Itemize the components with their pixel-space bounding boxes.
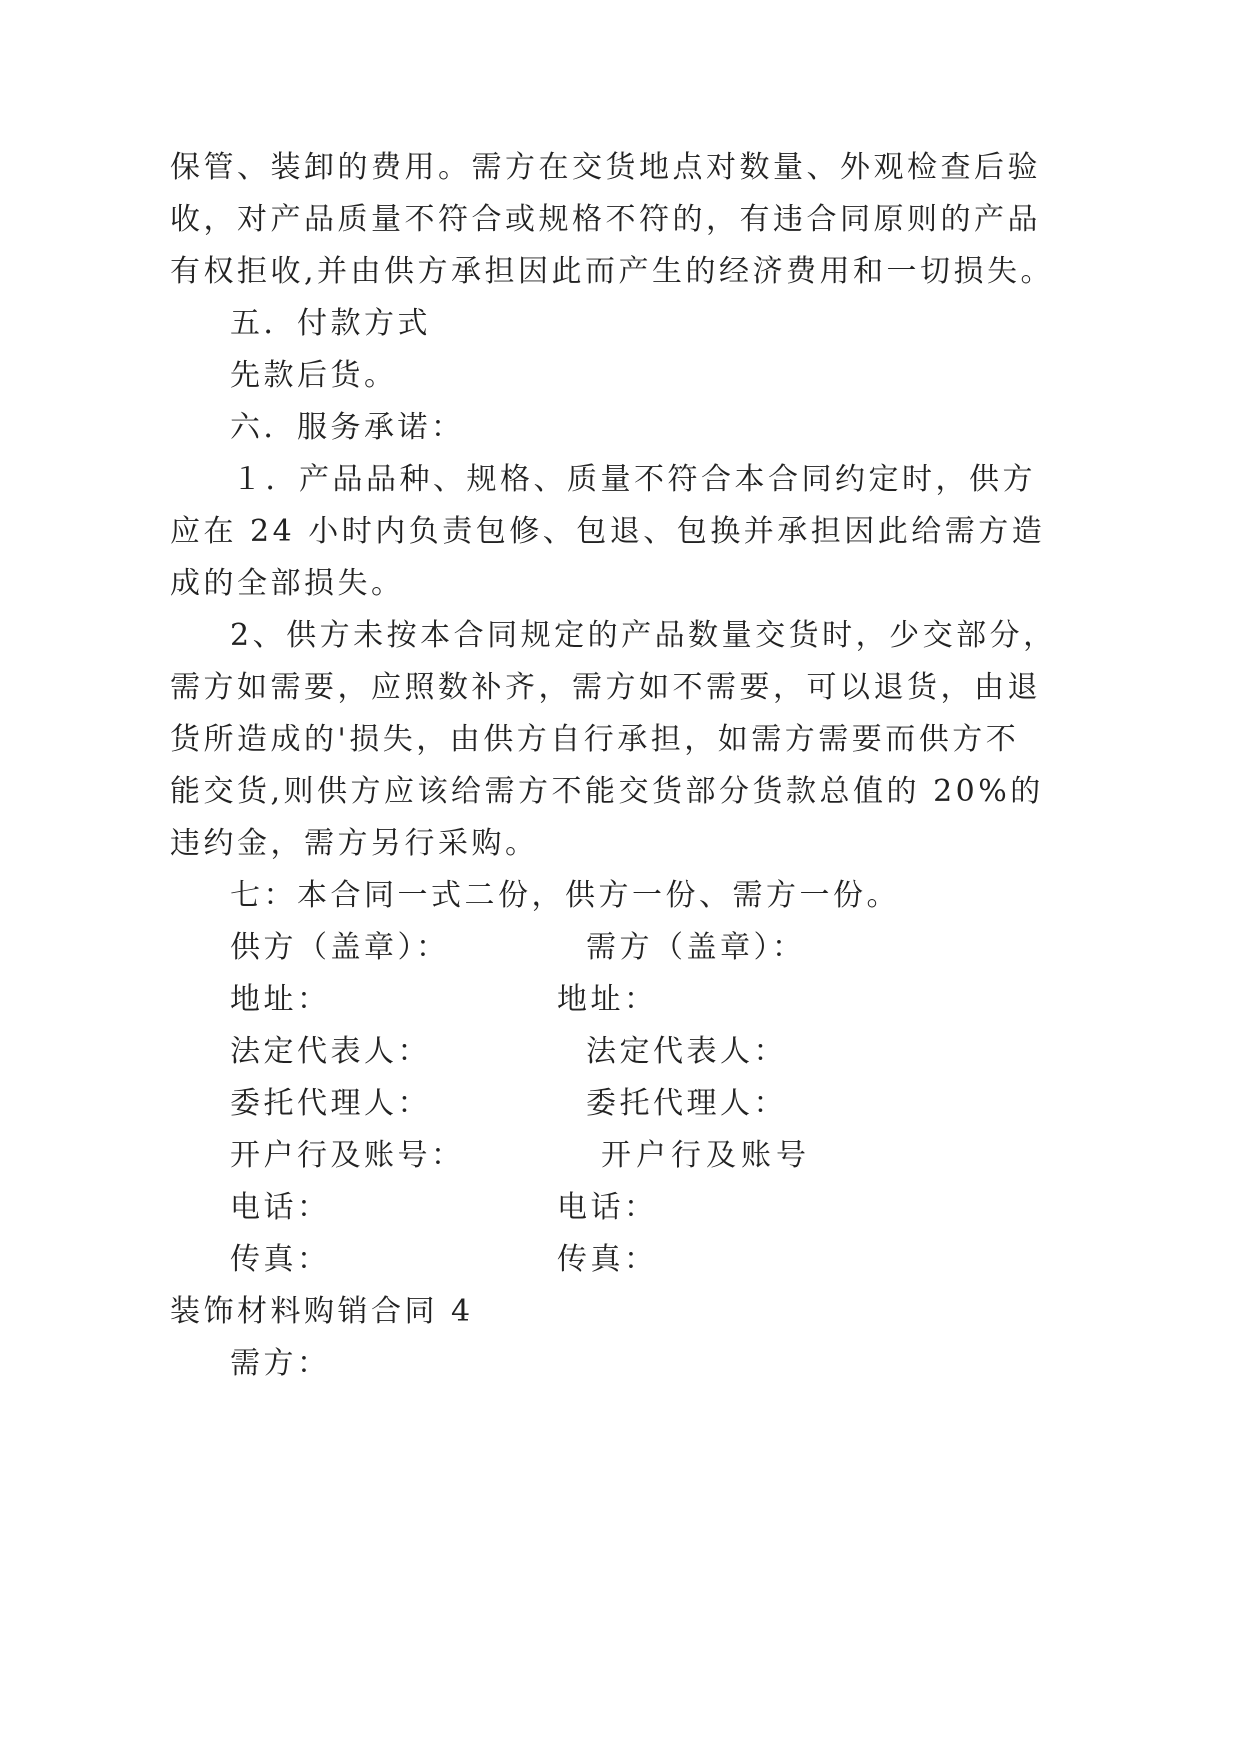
buyer-seal-label: 需方（盖章）： [586, 930, 806, 965]
paragraph-line: 保管、装卸的费用。需方在交货地点对数量、外观检查后验 [170, 150, 1041, 185]
list-item-line: 能交货,则供方应该给需方不能交货部分货款总值的 20%的 [170, 774, 1044, 809]
buyer-phone-label: 电话： [557, 1190, 658, 1225]
supplier-legal-rep-label: 法定代表人： [230, 1034, 431, 1069]
list-item-line: 货所造成的'损失，由供方自行承担，如需方需要而供方不 [170, 722, 1020, 757]
buyer-legal-rep-label: 法定代表人： [586, 1034, 787, 1069]
buyer-agent-label: 委托代理人： [586, 1086, 787, 1121]
contract-title: 装饰材料购销合同 4 [170, 1294, 474, 1329]
supplier-agent-label: 委托代理人： [230, 1086, 431, 1121]
buyer-bank-label: 开户行及账号 [601, 1138, 811, 1173]
buyer-fax-label: 传真： [557, 1242, 658, 1277]
supplier-address-label: 地址： [230, 982, 331, 1017]
supplier-fax-label: 传真： [230, 1242, 331, 1277]
list-item-line: １．产品品种、规格、质量不符合本合同约定时，供方 [232, 462, 1036, 497]
buyer-label: 需方： [230, 1346, 331, 1381]
list-item-line: 2、供方未按本合同规定的产品数量交货时，少交部分， [230, 618, 1057, 653]
paragraph-line: 有权拒收,并由供方承担因此而产生的经济费用和一切损失。 [170, 254, 1055, 289]
paragraph-line: 先款后货。 [230, 358, 398, 393]
list-item-line: 应在 24 小时内负责包修、包退、包换并承担因此给需方造 [170, 514, 1046, 549]
paragraph-line: 收，对产品质量不符合或规格不符的，有违合同原则的产品 [170, 202, 1041, 237]
supplier-phone-label: 电话： [230, 1190, 331, 1225]
list-item-line: 成的全部损失。 [170, 566, 405, 601]
section-heading: 七：本合同一式二份，供方一份、需方一份。 [230, 878, 900, 913]
supplier-bank-label: 开户行及账号： [230, 1138, 465, 1173]
supplier-seal-label: 供方（盖章）： [230, 930, 450, 965]
buyer-address-label: 地址： [557, 982, 658, 1017]
list-item-line: 违约金，需方另行采购。 [170, 826, 539, 861]
section-heading: 六．服务承诺： [230, 410, 465, 445]
list-item-line: 需方如需要，应照数补齐，需方如不需要，可以退货，由退 [170, 670, 1041, 705]
section-heading: 五．付款方式 [230, 306, 431, 341]
